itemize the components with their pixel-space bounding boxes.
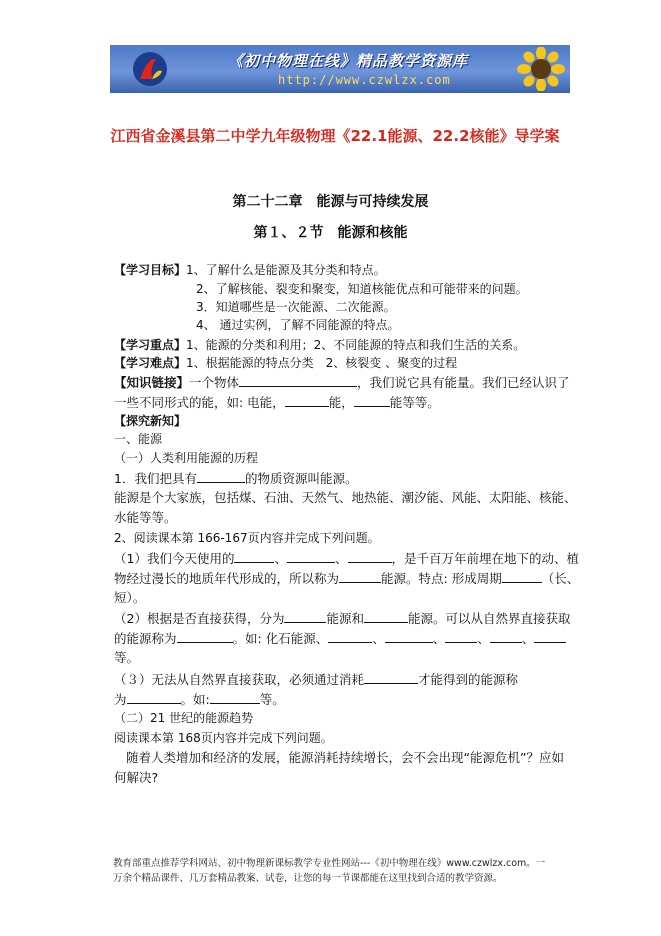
answer-blank[interactable]: [177, 630, 233, 643]
question-3-line-2: 为 。如: 等。: [114, 692, 285, 707]
banner-url: http://www.czwlzx.com: [278, 73, 451, 87]
answer-blank[interactable]: [364, 610, 408, 623]
link-label: 【知识链接】: [114, 375, 190, 390]
paragraph-crisis: 随着人类增加和经济的发展，能源消耗持续增长，会不会出现“能源危机”？应如: [126, 750, 564, 765]
header-banner: [110, 45, 570, 93]
link-line-2: 一些不同形式的能，如: 电能， 能， 能等等。: [114, 395, 440, 410]
link-line-1: 【知识链接】一个物体 ，我们说它具有能量。我们已经认识了: [114, 375, 570, 390]
answer-blank[interactable]: [354, 394, 390, 407]
answer-blank[interactable]: [502, 570, 542, 583]
footer-line-1: 教育部重点推荐学科网站、初中物理新课标教学专业性网站---《初中物理在线》www.czwlzx.com。一: [113, 858, 546, 869]
paragraph-crisis-cont: 何解决?: [114, 770, 159, 785]
paragraph-family: 能源是个大家族，包括煤、石油、天然气、地热能、潮汐能、风能、太阳能、核能、: [114, 490, 577, 505]
difficulty-text: 1、根据能源的特点分类 2、核裂变 、聚变的过程: [186, 356, 458, 370]
section-title: 第１、２节 能源和核能: [253, 225, 408, 241]
answer-blank[interactable]: [127, 691, 181, 704]
answer-blank[interactable]: [339, 570, 381, 583]
answer-blank[interactable]: [197, 470, 245, 483]
footer-note: [113, 856, 553, 886]
banner-logo-icon: [130, 49, 170, 89]
paragraph-read-168: 阅读课本第 168页内容并完成下列问题。: [114, 731, 333, 745]
question-3-line-1: （３）无法从自然界直接获取，必须通过消耗 才能得到的能源称: [114, 672, 519, 687]
goal-item: 1、了解什么是能源及其分类和特点。: [186, 263, 386, 277]
answer-blank[interactable]: [348, 550, 392, 563]
answer-blank[interactable]: [287, 550, 335, 563]
question-1-line-1: （1）我们今天使用的 、 、 ，是千百万年前埋在地下的动、植: [114, 551, 580, 566]
answer-blank[interactable]: [364, 671, 418, 684]
question-2-line-3: 等。: [114, 650, 140, 665]
paragraph-definition: 1．我们把具有 的物质资源叫能源。: [114, 471, 358, 486]
answer-blank[interactable]: [328, 630, 372, 643]
goals-line-1: [114, 262, 386, 278]
answer-blank[interactable]: [385, 630, 433, 643]
paragraph-family-cont: 水能等等。: [114, 510, 177, 525]
explore-label: 【探究新知】: [114, 414, 187, 428]
goal-item: 4、 通过实例，了解不同能源的特点。: [196, 318, 400, 332]
answer-blank[interactable]: [239, 374, 357, 387]
answer-blank[interactable]: [234, 550, 274, 563]
paragraph-read: 2、阅读课本第 166-167页内容并完成下列问题。: [114, 531, 380, 545]
footer-line-2: 万余个精品课件、几万套精品教案、试卷，让您的每一节课都能在这里找到合适的教学资源。: [113, 873, 503, 884]
goals-label: 【学习目标】: [114, 263, 187, 277]
sunflower-icon: [516, 47, 566, 91]
goal-item: 3．知道哪些是一次能源、二次能源。: [196, 300, 396, 314]
heading-energy: 一、能源: [114, 432, 163, 446]
focus-text: 1、能源的分类和利用；2、不同能源的特点和我们生活的关系。: [186, 338, 526, 352]
goal-item: 2、了解核能、裂变和聚变，知道核能优点和可能带来的问题。: [196, 282, 528, 296]
chapter-title: 第二十二章 能源与可持续发展: [232, 194, 429, 210]
answer-blank[interactable]: [445, 630, 477, 643]
question-1-line-3: 短）。: [114, 590, 146, 605]
answer-blank[interactable]: [285, 394, 329, 407]
banner-title: 《初中物理在线》精品教学资源库: [228, 52, 469, 70]
answer-blank[interactable]: [490, 630, 522, 643]
question-2-line-1: （2）根据是否直接获得，分为 能源和 能源。可以从自然界直接获取: [114, 611, 571, 626]
difficulty-label: 【学习难点】: [114, 356, 187, 370]
answer-blank[interactable]: [210, 691, 260, 704]
difficulty-line: [114, 355, 457, 371]
question-2-line-2: 的能源称为 。如: 化石能源、 、 、 、 、: [114, 630, 566, 647]
focus-label: 【学习重点】: [114, 338, 187, 352]
answer-blank[interactable]: [284, 610, 326, 623]
document-title: 江西省金溪县第二中学九年级物理《22.1能源、22.2核能》导学案: [110, 127, 560, 145]
answer-blank[interactable]: [534, 630, 566, 643]
subheading-history: （一）人类利用能源的历程: [114, 451, 259, 465]
question-1-line-2: 物经过漫长的地质年代形成的，所以称为 能源。特点: 形成周期 （长、: [114, 571, 580, 586]
subheading-trend: （二）21 世纪的能源趋势: [114, 711, 254, 725]
focus-line: [114, 337, 525, 353]
